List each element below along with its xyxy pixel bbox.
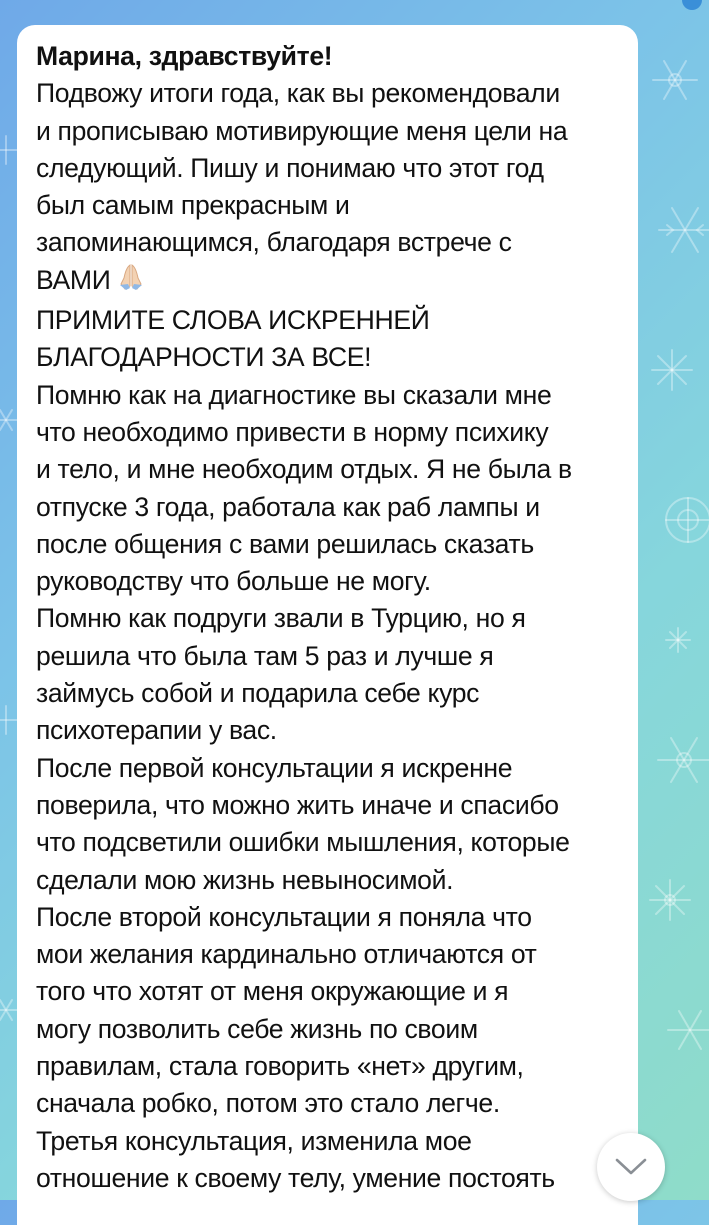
message-line: [36, 113, 620, 150]
message-line-text: займусь собой и подарила себе курс: [36, 678, 480, 709]
message-line: [36, 1123, 620, 1160]
message-line: [36, 1011, 620, 1048]
message-line: [36, 187, 620, 224]
message-line-text: руководству что больше не могу.: [36, 566, 431, 597]
message-line: [36, 262, 620, 302]
message-line: [36, 750, 620, 787]
message-line-text: решила что была там 5 раз и лучше я: [36, 640, 494, 671]
message-line-text: ПРИМИТЕ СЛОВА ИСКРЕННЕЙ: [36, 305, 430, 336]
message-line: [36, 451, 620, 488]
message-line: [36, 973, 620, 1010]
message-line-text: мои желания кардинально отличаются от: [36, 939, 537, 970]
message-line-text: после общения с вами решилась сказать: [36, 528, 534, 559]
message-line: [36, 675, 620, 712]
message-line: [36, 787, 620, 824]
message-line-text: и прописываю мотивирующие меня цели на: [36, 115, 568, 146]
message-line-text: следующий. Пишу и понимаю что этот год: [36, 152, 544, 183]
message-bubble[interactable]: [17, 25, 638, 1225]
message-line-text: БЛАГОДАРНОСТИ ЗА ВСЕ!: [36, 342, 372, 373]
message-line: [36, 862, 620, 899]
message-line-text: Третья консультация, изменила мое: [36, 1125, 472, 1156]
message-line: [36, 302, 620, 339]
message-line-text: что подсветили ошибки мышления, которые: [36, 827, 570, 858]
message-line: [36, 526, 620, 563]
snowflake-icon: [0, 410, 18, 430]
folded-hands-emoji: [116, 262, 146, 302]
message-line-text: запоминающимся, благодаря встрече с: [36, 227, 512, 258]
message-line-text: После первой консультации я искренне: [36, 752, 513, 783]
message-line-text: поверила, что можно жить иначе и спасибо: [36, 789, 559, 820]
message-line-text: что необходимо привести в норму психику: [36, 416, 549, 447]
message-line: [36, 150, 620, 187]
message-line: [36, 936, 620, 973]
message-text: [36, 38, 620, 1197]
message-line: [36, 638, 620, 675]
message-line-text: сначала робко, потом это стало легче.: [36, 1088, 500, 1119]
message-line-text: могу позволить себе жизнь по своим: [36, 1013, 478, 1044]
message-line: [36, 414, 620, 451]
snowflake-icon: [666, 498, 709, 542]
message-line: [36, 824, 620, 861]
message-line-text: правилам, стала говорить «нет» другим,: [36, 1051, 524, 1082]
message-line-text: отпуске 3 года, работала как раб лампы и: [36, 491, 540, 522]
message-line: [36, 712, 620, 749]
snowflake-icon: [650, 880, 690, 920]
message-line: [36, 1048, 620, 1085]
snowflake-icon: [659, 208, 709, 252]
message-line: [36, 75, 620, 112]
message-line: [36, 600, 620, 637]
message-line: [36, 1085, 620, 1122]
message-line-text: Марина, здравствуйте!: [36, 41, 333, 71]
header-remnant: [0, 0, 709, 10]
message-line-text: ВАМИ: [36, 264, 111, 295]
message-line: [36, 1160, 620, 1197]
message-line-text: Подвожу итоги года, как вы рекомендовали: [36, 78, 560, 109]
snowflake-icon: [666, 628, 690, 652]
message-line-text: отношение к своему телу, умение постоять: [36, 1162, 555, 1193]
message-line: [36, 224, 620, 261]
snowflake-icon: [668, 1011, 709, 1049]
message-line-text: того что хотят от меня окружающие и я: [36, 976, 509, 1007]
message-line-text: психотерапии у вас.: [36, 715, 277, 746]
chevron-down-icon: [614, 1157, 648, 1177]
avatar[interactable]: [682, 0, 702, 10]
snowflake-icon: [658, 738, 709, 782]
message-line-text: был самым прекрасным и: [36, 190, 350, 221]
message-line: [36, 377, 620, 414]
message-line: [36, 899, 620, 936]
message-line-text: Помню как подруги звали в Турцию, но я: [36, 603, 526, 634]
message-line: [36, 339, 620, 376]
message-line: [36, 563, 620, 600]
snowflake-icon: [0, 1000, 18, 1020]
scroll-down-button[interactable]: [597, 1133, 665, 1201]
snowflake-icon: [652, 350, 692, 390]
snowflake-icon: [653, 61, 697, 99]
message-line: [36, 489, 620, 526]
message-line: [36, 38, 620, 75]
message-line-text: Помню как на диагностике вы сказали мне: [36, 379, 552, 410]
message-line-text: После второй консультации я поняла что: [36, 901, 532, 932]
message-line-text: и тело, и мне необходим отдых. Я не была в: [36, 454, 572, 485]
message-line-text: сделали мою жизнь невыносимой.: [36, 864, 454, 895]
